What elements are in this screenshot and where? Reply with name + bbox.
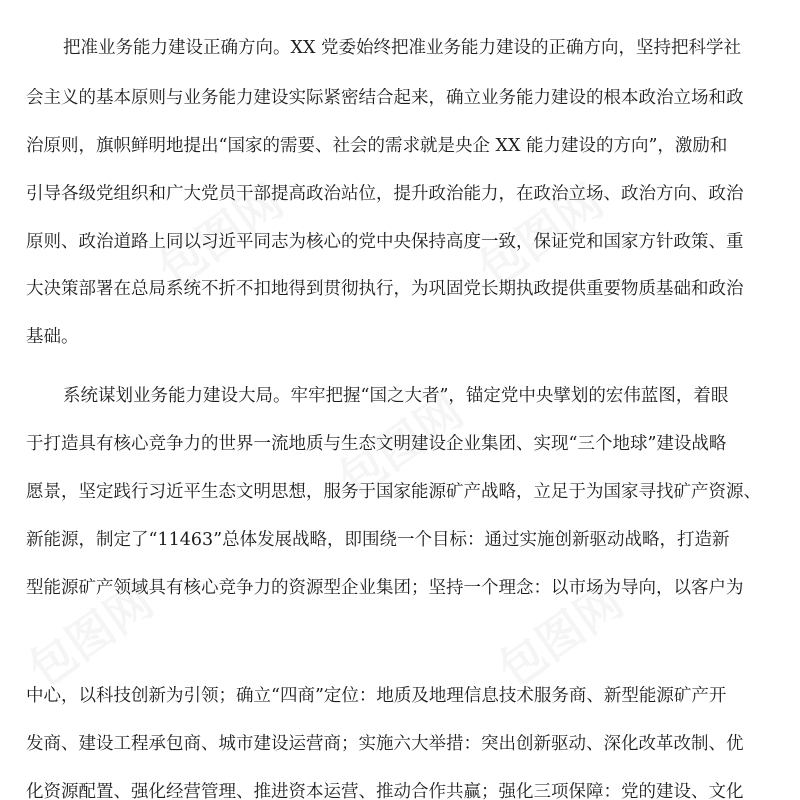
watermark: 包图网 [468,173,613,298]
text-line: 把准业务能力建设正确方向。XX 党委始终把准业务能力建设的正确方向，坚持把科学社 [63,38,741,58]
text-line: 大决策部署在总局系统不折不扣地得到贯彻执行，为巩固党长期执政提供重要物质基础和政治 [26,279,744,299]
text-line: 化资源配置、强化经营管理、推进资本运营、推动合作共赢；强化三项保障：党的建设、文化 [26,782,744,800]
text-line: 于打造具有核心竞争力的世界一流地质与生态文明建设企业集团、实现“三个地球”建设战略 [26,434,727,454]
text-line: 愿景，坚定践行习近平生态文明思想，服务于国家能源矿产战略，立足于为国家寻找矿产资源、 [26,482,761,502]
text-line: 系统谋划业务能力建设大局。牢牢把握“国之大者”，锚定党中央擘划的宏伟蓝图，着眼 [63,386,729,406]
watermark: 包图网 [148,173,293,298]
text-line: 治原则，旗帜鲜明地提出“国家的需要、社会的需求就是央企 XX 能力建设的方向”，激励和 [26,136,728,156]
text-line: 会主义的基本原则与业务能力建设实际紧密结合起来，确立业务能力建设的根本政治立场和政 [26,88,744,108]
watermark: 包图网 [328,383,473,508]
text-line: 基础。 [26,327,79,347]
watermark: 包图网 [18,573,163,698]
watermark: 包图网 [488,573,633,698]
text-line: 发商、建设工程承包商、城市建设运营商；实施六大举措：突出创新驱动、深化改革改制、优 [26,734,744,754]
text-line: 原则、政治道路上同以习近平同志为核心的党中央保持高度一致，保证党和国家方针政策、重 [26,232,744,252]
text-line: 型能源矿产领域具有核心竞争力的资源型企业集团；坚持一个理念：以市场为导向，以客户为 [26,578,744,598]
text-line: 引导各级党组织和广大党员干部提高政治站位，提升政治能力，在政治立场、政治方向、政治 [26,184,744,204]
text-line: 中心，以科技创新为引领；确立“四商”定位：地质及地理信息技术服务商、新型能源矿产开 [26,686,727,706]
text-line: 新能源，制定了“11463”总体发展战略，即围绕一个目标：通过实施创新驱动战略，打造新 [26,530,730,550]
